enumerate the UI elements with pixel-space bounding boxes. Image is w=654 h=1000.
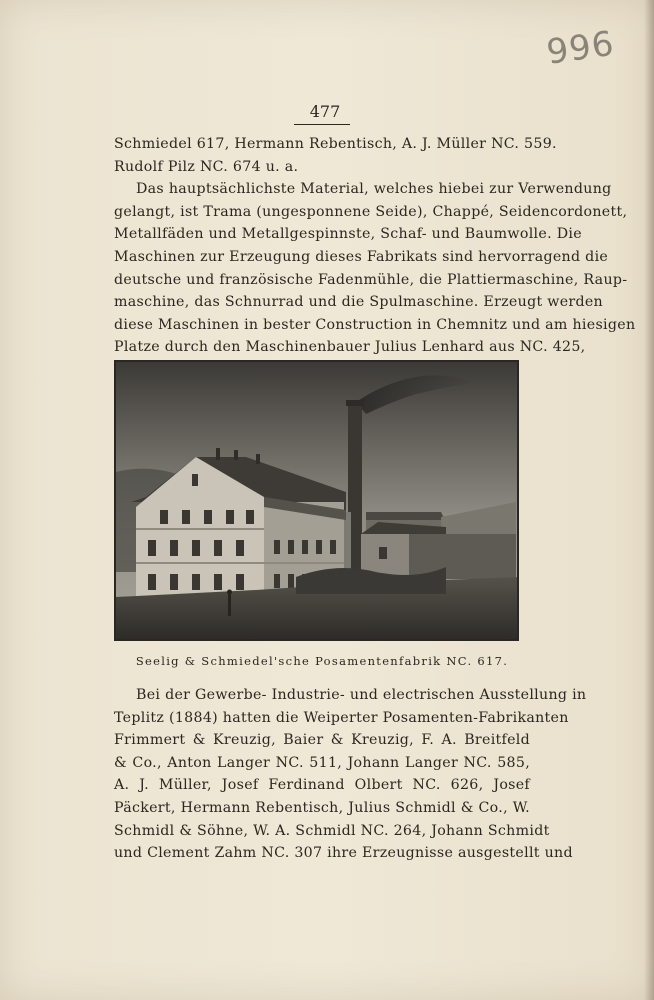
text-line: maschine, das Schnurrad und die Spulmaschine. Erzeugt werden: [114, 294, 603, 311]
text-line: diese Maschinen in bester Construction in Chemnitz und am hiesigen: [114, 316, 636, 333]
page-edge-shadow: [644, 0, 654, 1000]
page-number: 477: [309, 102, 341, 121]
text-line: gelangt, ist Trama (ungesponnene Seide), Chappé, Seidencordonett,: [114, 203, 628, 220]
text-line: & Co., Anton Langer NC. 511, Johann Langer NC. 585,: [114, 754, 530, 771]
text-line: Das hauptsächlichste Material, welches hiebei zur Verwendung: [136, 181, 612, 198]
paragraph-1: [114, 133, 636, 359]
text-line: Schmidl & Söhne, W. A. Schmidl NC. 264, Johann Schmidt: [114, 822, 550, 839]
handwritten-folio-number: 996: [544, 23, 617, 73]
page-number-rule: [294, 124, 350, 125]
paragraph-2: [114, 684, 587, 865]
text-line: Schmiedel 617, Hermann Rebentisch, A. J. Müller NC. 559.: [114, 136, 557, 152]
text-line: deutsche und französische Fadenmühle, die Plattiermaschine, Raup-: [114, 271, 628, 288]
factory-illustration: [114, 360, 519, 641]
text-line: Metallfäden und Metallgespinnste, Schaf- und Baumwolle. Die: [114, 226, 582, 243]
text-line: Platze durch den Maschinenbauer Julius Lenhard aus NC. 425,: [114, 339, 586, 356]
figure-caption: Seelig & Schmiedel'sche Posamentenfabrik NC. 617.: [135, 654, 509, 668]
text-line: Teplitz (1884) hatten die Weiperter Posamenten-Fabrikanten: [114, 709, 569, 726]
text-line: Maschinen zur Erzeugung dieses Fabrikats sind hervorragend die: [114, 248, 609, 265]
text-line: A. J. Müller, Josef Ferdinand Olbert NC. 626, Josef: [114, 777, 530, 794]
text-line: Päckert, Hermann Rebentisch, Julius Schmidl & Co., W.: [114, 799, 530, 816]
text-line: Rudolf Pilz NC. 674 u. a.: [114, 158, 299, 175]
text-line: Bei der Gewerbe- Industrie- und electrischen Ausstellung in: [136, 687, 587, 703]
text-line: und Clement Zahm NC. 307 ihre Erzeugnisse ausgestellt und: [114, 845, 573, 862]
text-line: Frimmert & Kreuzig, Baier & Kreuzig, F. A. Breitfeld: [114, 732, 530, 749]
